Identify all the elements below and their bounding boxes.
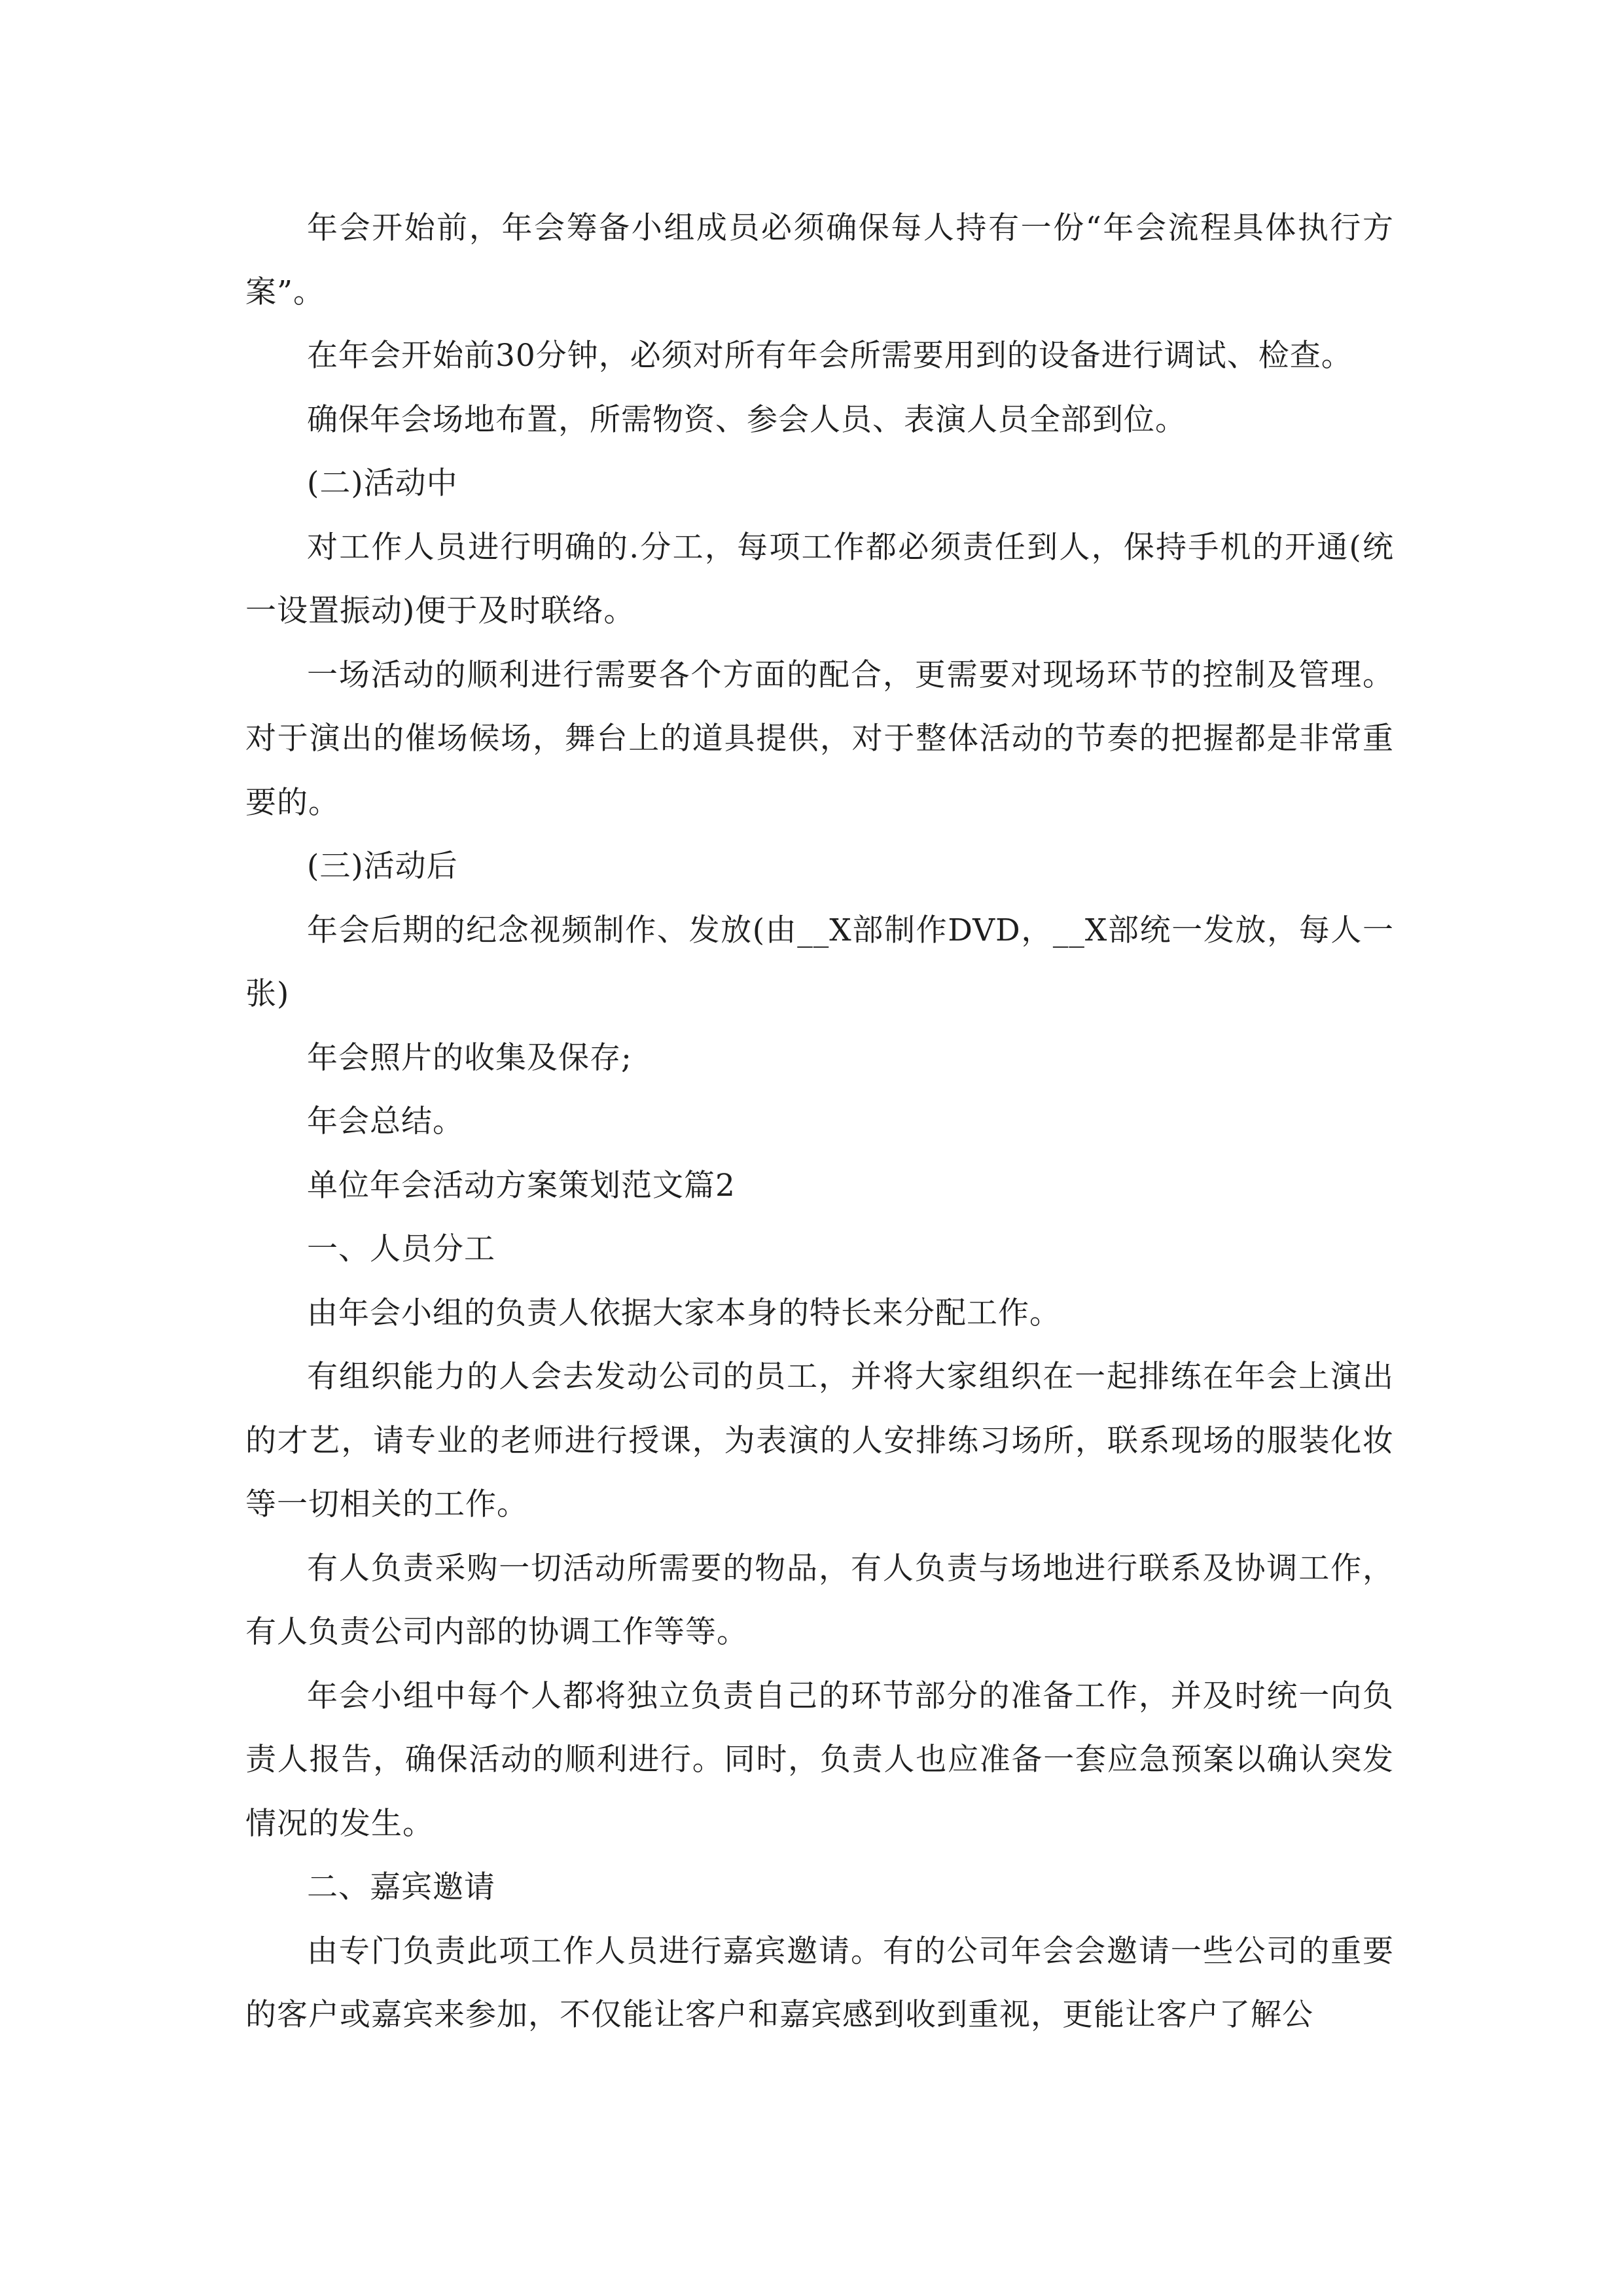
paragraph: 年会开始前，年会筹备小组成员必须确保每人持有一份“年会流程具体执行方案”。 [245, 210, 1394, 310]
paragraph: 确保年会场地布置，所需物资、参会人员、表演人员全部到位。 [307, 401, 1186, 438]
paragraph: 有组织能力的人会去发动公司的员工，并将大家组织在一起排练在年会上演出的才艺，请专业的老师进行授课，为表演的人安排练习场所，联系现场的服装化妆等一切相关的工作。 [245, 1359, 1394, 1522]
paragraph: 由年会小组的负责人依据大家本身的特长来分配工作。 [307, 1295, 1061, 1331]
paragraph: 有人负责采购一切活动所需要的物品，有人负责与场地进行联系及协调工作，有人负责公司内部的协调工作等等。 [245, 1550, 1394, 1650]
paragraph: 年会总结。 [307, 1103, 464, 1139]
section-heading: (二)活动中 [307, 465, 458, 501]
section-heading: (三)活动后 [307, 848, 458, 884]
paragraph: 一场活动的顺利进行需要各个方面的配合，更需要对现场环节的控制及管理。对于演出的催场候场，舞台上的道具提供，对于整体活动的节奏的把握都是非常重要的。 [245, 656, 1394, 821]
section-heading: 一、人员分工 [307, 1231, 495, 1267]
document-body [245, 196, 1394, 2047]
article-title: 单位年会活动方案策划范文篇2 [307, 1167, 736, 1204]
paragraph: 在年会开始前30分钟，必须对所有年会所需要用到的设备进行调试、检查。 [307, 338, 1353, 374]
section-heading: 二、嘉宾邀请 [307, 1869, 495, 1905]
paragraph: 由专门负责此项工作人员进行嘉宾邀请。有的公司年会会邀请一些公司的重要的客户或嘉宾来参加，不仅能让客户和嘉宾感到收到重视，更能让客户了解公 [245, 1933, 1394, 2033]
paragraph: 年会照片的收集及保存; [307, 1039, 632, 1076]
paragraph: 年会小组中每个人都将独立负责自己的环节部分的准备工作，并及时统一向负责人报告，确保活动的顺利进行。同时，负责人也应准备一套应急预案以确认突发情况的发生。 [245, 1677, 1394, 1842]
paragraph: 年会后期的纪念视频制作、发放(由__X部制作DVD，__X部统一发放，每人一张) [245, 912, 1394, 1012]
paragraph: 对工作人员进行明确的.分工，每项工作都必须责任到人，保持手机的开通(统一设置振动)便于及时联络。 [245, 529, 1394, 629]
